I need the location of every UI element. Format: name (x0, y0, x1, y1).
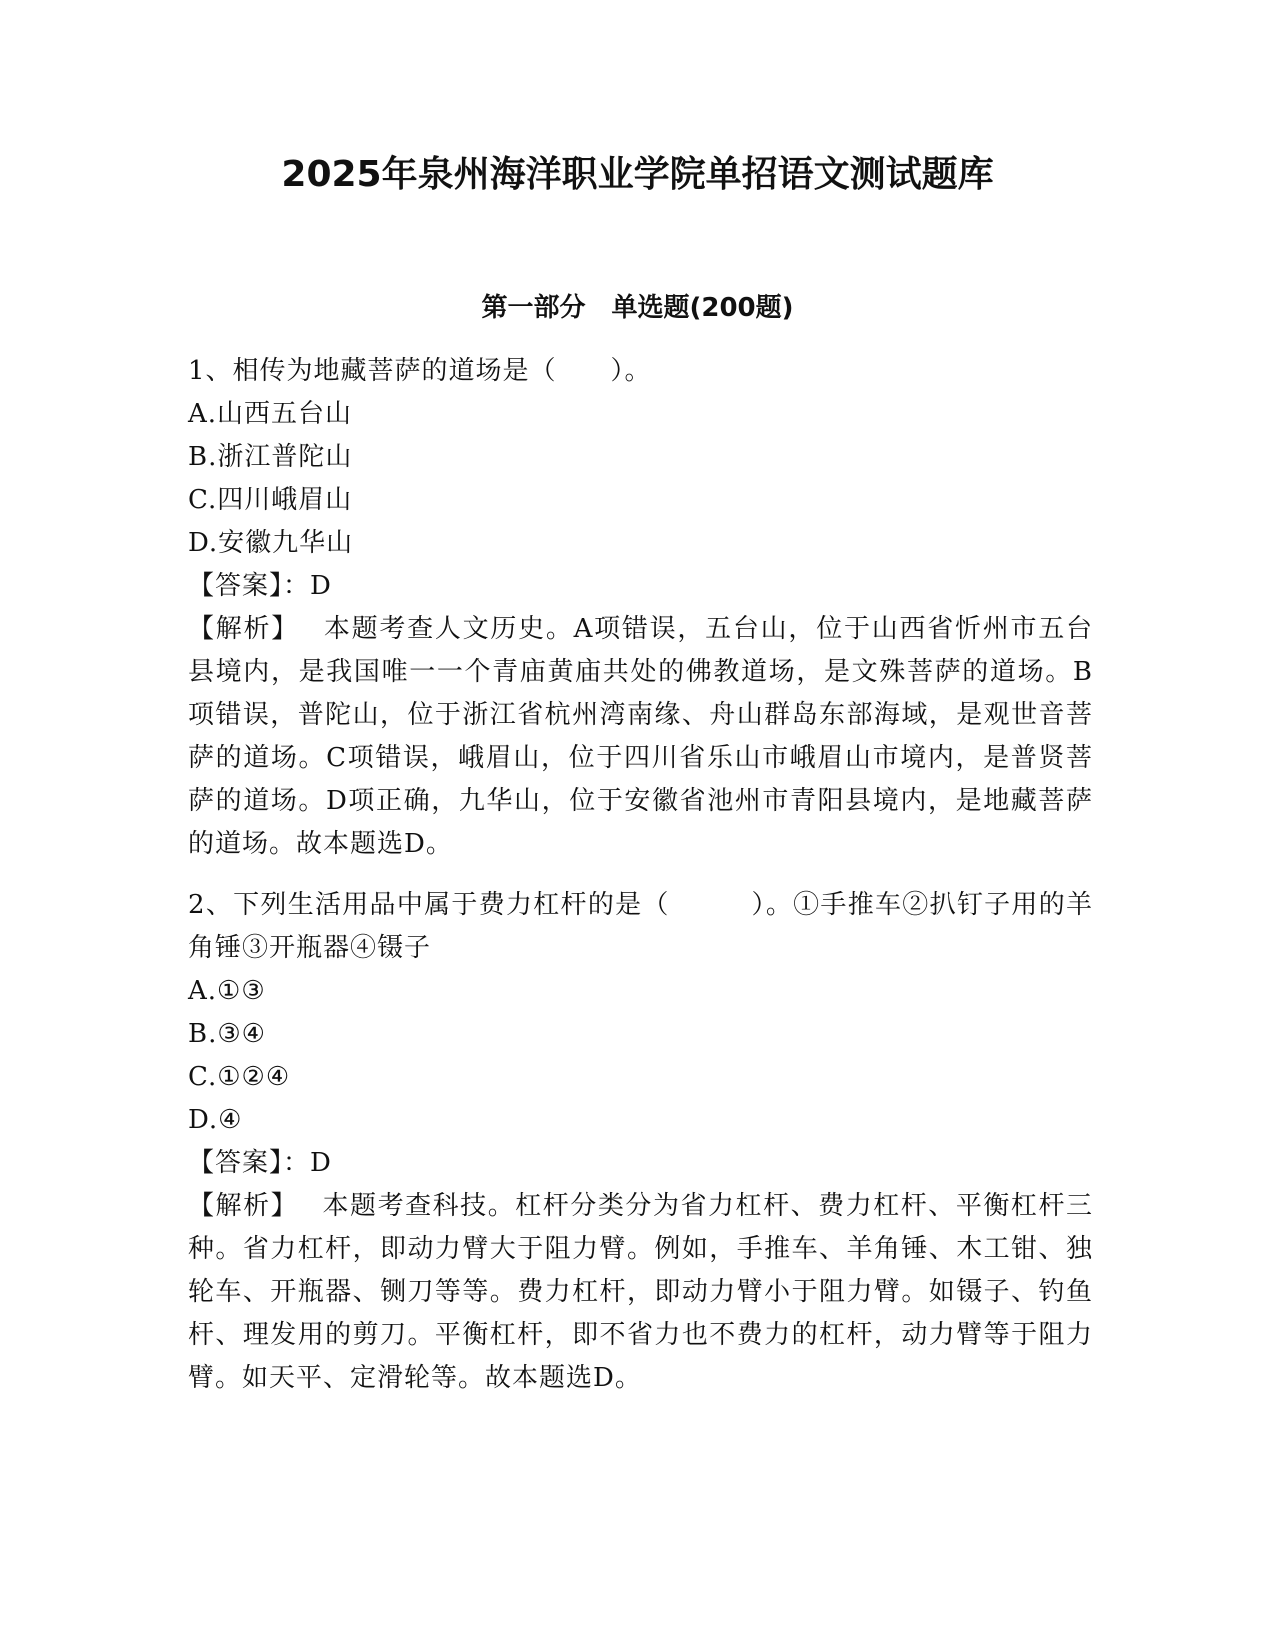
answer-label: 【答案】： (188, 1148, 311, 1178)
answer-line (188, 565, 1093, 608)
document-title: 2025年泉州海洋职业学院单招语文测试题库 (281, 154, 994, 195)
question-list (188, 350, 1093, 1414)
analysis-paragraph (188, 1185, 1093, 1400)
option-d: D.安徽九华山 (188, 528, 354, 558)
answer-value: D (310, 571, 332, 601)
option-b: B.③④ (188, 1019, 266, 1049)
question-stem: 1、相传为地藏菩萨的道场是（ ）。 (188, 356, 652, 386)
option-c: C.四川峨眉山 (188, 485, 353, 515)
answer-line (188, 1142, 1093, 1185)
option-c: C.①②④ (188, 1062, 291, 1092)
section-title: 第一部分 单选题(200题) (481, 293, 794, 323)
option-list (188, 970, 1093, 1142)
option-a: A.①③ (188, 976, 266, 1006)
answer-value: D (310, 1148, 332, 1178)
option-b: B.浙江普陀山 (188, 442, 353, 472)
option-a: A.山西五台山 (188, 399, 353, 429)
question-stem: 2、下列生活用品中属于费力杠杆的是（ ）。①手推车②扒钉子用的羊角锤③开瓶器④镊子 (188, 890, 1093, 963)
analysis-paragraph (188, 608, 1093, 866)
question-2 (188, 884, 1093, 1400)
analysis-label: 【解析】 (188, 1191, 286, 1221)
analysis-text: 本题考查科技。杠杆分类分为省力杠杆、费力杠杆、平衡杠杆三种。省力杠杆，即动力臂大于阻力臂。例如，手推车、羊角锤、木工钳、独轮车、开瓶器、铡刀等等。费力杠杆，即动力臂小于阻力臂。如镊子、钓鱼杆、理发用的剪刀。平衡杠杆，即不省力也不费力的杠杆，动力臂等于阻力臂。如天平、定滑轮等。故本题选D。 (188, 1191, 1093, 1393)
question-1 (188, 350, 1093, 866)
analysis-label: 【解析】 (188, 614, 287, 644)
analysis-text: 本题考查人文历史。A项错误，五台山，位于山西省忻州市五台县境内，是我国唯一一个青庙黄庙共处的佛教道场，是文殊菩萨的道场。B项错误，普陀山，位于浙江省杭州湾南缘、舟山群岛东部海域，是观世音菩萨的道场。C项错误，峨眉山，位于四川省乐山市峨眉山市境内，是普贤菩萨的道场。D项正确，九华山，位于安徽省池州市青阳县境内，是地藏菩萨的道场。故本题选D。 (188, 614, 1093, 859)
option-list (188, 393, 1093, 565)
option-d: D.④ (188, 1105, 243, 1135)
answer-label: 【答案】： (188, 571, 311, 601)
